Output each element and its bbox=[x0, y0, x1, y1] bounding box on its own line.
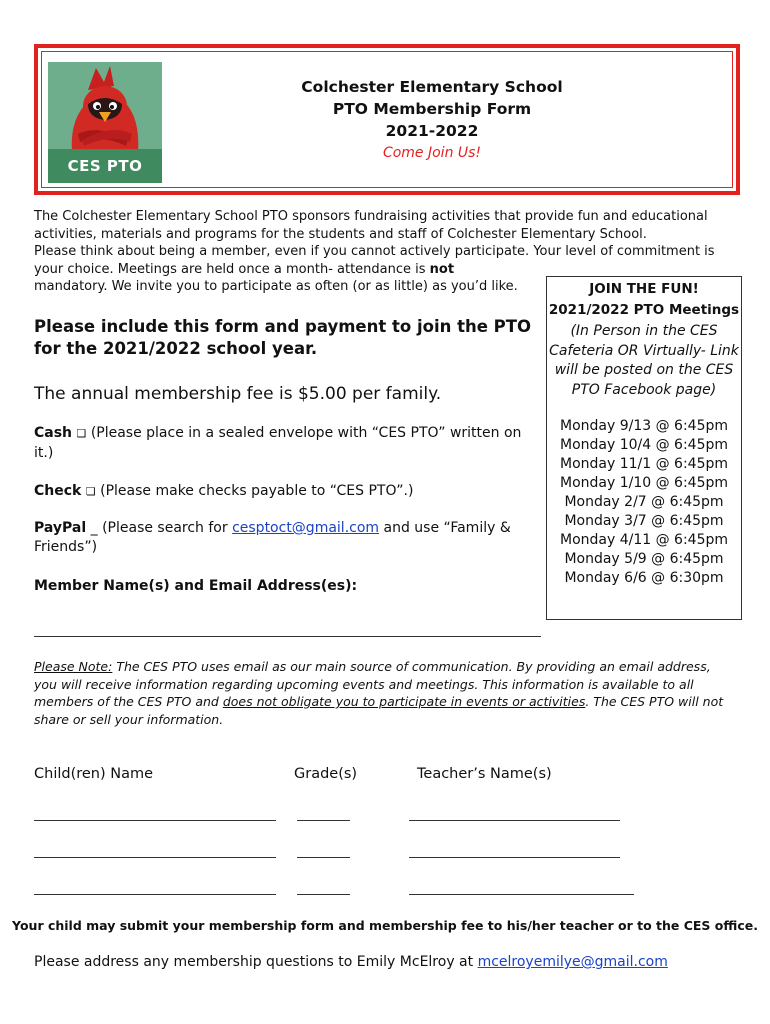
teacher-name-field[interactable] bbox=[409, 894, 634, 895]
note-text-a: The CES PTO uses email as our main source of communication. By providing an email address, you will receive information regarding upcoming events and meetings. This information is available to all members of the CES PTO and bbox=[34, 659, 711, 709]
header-box bbox=[34, 44, 740, 195]
intro-p2-a: Please think about being a member, even if you cannot actively participate. Your level of commitment is your choice. Meetings are held once a month- attendance is bbox=[34, 244, 715, 277]
header-inner-border bbox=[41, 51, 733, 188]
teacher-name-field[interactable] bbox=[409, 820, 620, 821]
include-form-heading: Please include this form and payment to join the PTO for the 2021/2022 school year. bbox=[34, 317, 532, 358]
teacher-name-header: Teacher’s Name(s) bbox=[417, 766, 552, 782]
child-name-field[interactable] bbox=[34, 857, 276, 858]
meeting-date: Monday 1/10 @ 6:45pm bbox=[559, 475, 729, 491]
logo-label: CES PTO bbox=[48, 149, 162, 183]
member-name-field[interactable] bbox=[34, 636, 541, 637]
meeting-dates-list bbox=[547, 417, 741, 588]
contact-line bbox=[34, 954, 668, 970]
cash-checkbox[interactable]: ❏ bbox=[76, 427, 87, 440]
check-instructions: (Please make checks payable to “CES PTO”.) bbox=[100, 483, 414, 499]
meetings-subtitle-year: 2021/2022 PTO Meetings bbox=[548, 302, 740, 318]
ces-pto-logo bbox=[48, 62, 162, 183]
member-name-label: Member Name(s) and Email Address(es): bbox=[34, 578, 358, 594]
grade-field[interactable] bbox=[297, 857, 350, 858]
note-text-b: . The CES PTO will not share or sell your information. bbox=[34, 694, 724, 727]
cardinal-icon bbox=[48, 62, 162, 152]
check-label: Check bbox=[34, 483, 82, 499]
paypal-instructions-a: (Please search for bbox=[102, 520, 233, 536]
membership-fee: The annual membership fee is $5.00 per family. bbox=[34, 384, 442, 404]
child-name-field[interactable] bbox=[34, 820, 276, 821]
payment-option-paypal bbox=[34, 519, 539, 556]
meetings-location-note: (In Person in the CES Cafeteria OR Virtually- Link will be posted on the CES PTO Facebook page) bbox=[549, 323, 739, 398]
school-name: Colchester Elementary School bbox=[301, 78, 563, 96]
note-underlined: does not obligate you to participate in events or activities bbox=[222, 694, 586, 709]
header-titles bbox=[252, 76, 612, 164]
meeting-date: Monday 9/13 @ 6:45pm bbox=[559, 418, 729, 434]
meeting-date: Monday 4/11 @ 6:45pm bbox=[559, 532, 729, 548]
meeting-date: Monday 5/9 @ 6:45pm bbox=[564, 551, 724, 567]
grade-field[interactable] bbox=[297, 820, 350, 821]
note-label: Please Note: bbox=[34, 659, 113, 674]
meeting-date: Monday 11/1 @ 6:45pm bbox=[559, 456, 729, 472]
teacher-name-field[interactable] bbox=[409, 857, 620, 858]
grade-header: Grade(s) bbox=[294, 766, 358, 782]
cash-label: Cash bbox=[34, 425, 73, 441]
meetings-title: JOIN THE FUN! bbox=[589, 281, 699, 297]
child-name-header: Child(ren) Name bbox=[34, 766, 154, 782]
meetings-box bbox=[546, 276, 742, 620]
intro-p2-b: mandatory. We invite you to participate as often (or as little) as you’d like. bbox=[34, 279, 518, 294]
meeting-date: Monday 6/6 @ 6:30pm bbox=[564, 570, 724, 586]
contact-email-link[interactable]: mcelroyemilye@gmail.com bbox=[477, 954, 668, 970]
form-title: PTO Membership Form bbox=[332, 100, 532, 118]
intro-p1: The Colchester Elementary School PTO sponsors fundraising activities that provide fun and educational activities, materials and programs for the students and staff of Colchester Elementary School. bbox=[34, 209, 708, 242]
submission-notice: Your child may submit your membership form and membership fee to his/her teacher or to the CES office. bbox=[12, 918, 758, 933]
meeting-date: Monday 3/7 @ 6:45pm bbox=[564, 513, 724, 529]
paypal-instructions-b: and use “Family & Friends”) bbox=[34, 520, 511, 555]
intro-p2-not: not bbox=[429, 261, 455, 277]
payment-option-check bbox=[34, 482, 539, 502]
payment-option-cash bbox=[34, 424, 539, 462]
grade-field[interactable] bbox=[297, 894, 350, 895]
paypal-checkbox[interactable]: _ bbox=[90, 520, 98, 536]
cash-instructions: (Please place in a sealed envelope with “CES PTO” written on it.) bbox=[34, 425, 522, 461]
paypal-email-link[interactable]: cesptoct@gmail.com bbox=[232, 520, 380, 536]
child-name-field[interactable] bbox=[34, 894, 276, 895]
check-checkbox[interactable]: ❏ bbox=[85, 485, 96, 498]
tagline: Come Join Us! bbox=[382, 145, 482, 161]
please-note bbox=[34, 658, 734, 728]
contact-text: Please address any membership questions to Emily McElroy at bbox=[34, 954, 478, 970]
meeting-date: Monday 10/4 @ 6:45pm bbox=[559, 437, 729, 453]
school-year: 2021-2022 bbox=[385, 122, 479, 140]
paypal-label: PayPal bbox=[34, 520, 87, 536]
meeting-date: Monday 2/7 @ 6:45pm bbox=[564, 494, 724, 510]
